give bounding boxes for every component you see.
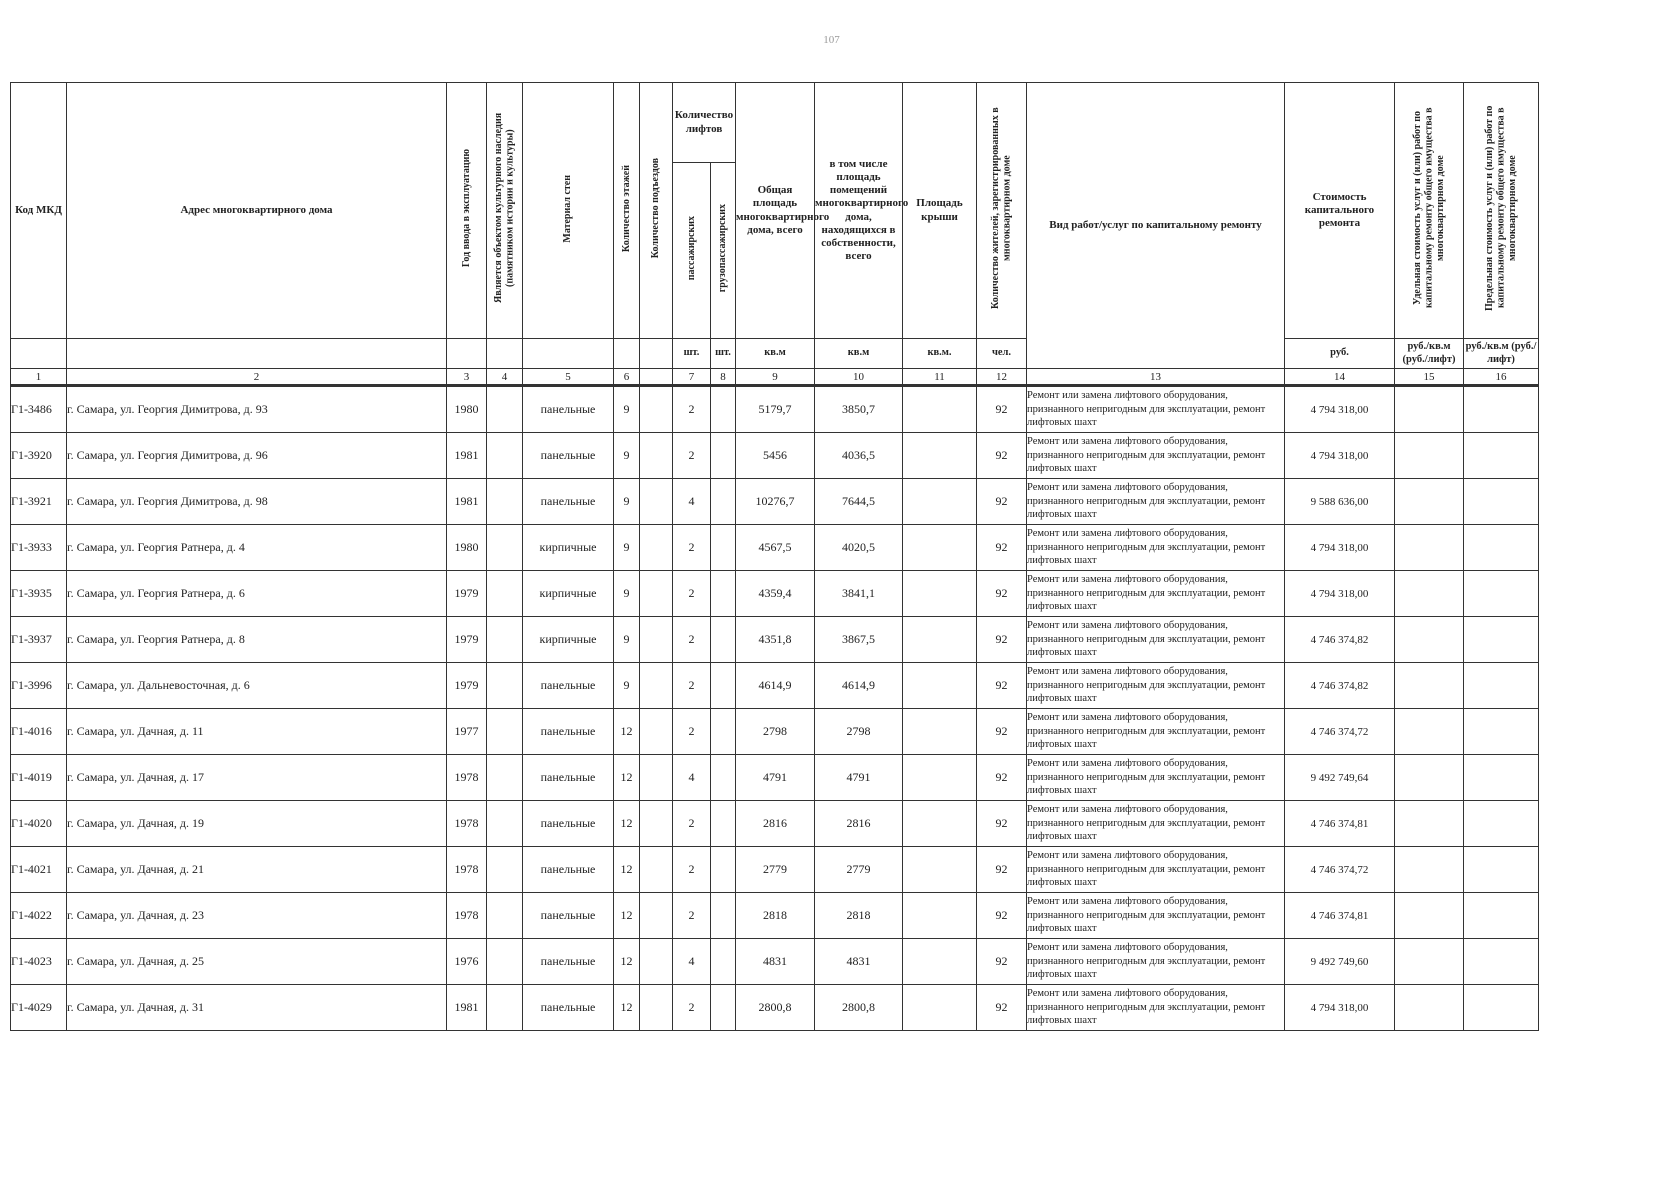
- unit-sqm: кв.м.: [903, 339, 977, 369]
- cell-work-type: Ремонт или замена лифтового оборудования, признанного непригодным для эксплуатации, ремонт лифтовых шахт: [1027, 939, 1285, 985]
- cell-floors: 9: [614, 617, 640, 663]
- column-number: 16: [1464, 369, 1539, 386]
- cell-limit-cost: [1464, 617, 1539, 663]
- unit-rub: руб.: [1285, 339, 1395, 369]
- cell-unit-cost: [1395, 433, 1464, 479]
- cell-roof-area: [903, 617, 977, 663]
- cell-floors: 9: [614, 386, 640, 433]
- cell-unit-cost: [1395, 755, 1464, 801]
- header-wall: Материал стен: [562, 174, 574, 243]
- cell-code: Г1-3996: [11, 663, 67, 709]
- cell-floors: 12: [614, 755, 640, 801]
- cell-roof-area: [903, 386, 977, 433]
- cell-total-area: 2818: [736, 893, 815, 939]
- cell-lifts-cargo: [711, 525, 736, 571]
- cell-lifts-passenger: 4: [673, 479, 711, 525]
- cell-year: 1977: [447, 709, 487, 755]
- cell-wall: панельные: [523, 893, 614, 939]
- cell-owned-area: 3867,5: [815, 617, 903, 663]
- cell-lifts-passenger: 2: [673, 893, 711, 939]
- header-residents: Количество жителей, зарегистрированных в многоквартирном доме: [990, 107, 1013, 310]
- cell-unit-cost: [1395, 663, 1464, 709]
- cell-work-type: Ремонт или замена лифтового оборудования, признанного непригодным для эксплуатации, ремонт лифтовых шахт: [1027, 663, 1285, 709]
- unit-rub-sqm: руб./кв.м (руб./лифт): [1464, 339, 1539, 369]
- cell-limit-cost: [1464, 525, 1539, 571]
- cell-work-type: Ремонт или замена лифтового оборудования, признанного непригодным для эксплуатации, ремонт лифтовых шахт: [1027, 525, 1285, 571]
- table-row: [11, 571, 1539, 617]
- cell-limit-cost: [1464, 479, 1539, 525]
- cell-year: 1978: [447, 893, 487, 939]
- column-number: 11: [903, 369, 977, 386]
- cell-total-area: 4831: [736, 939, 815, 985]
- cell-total-area: 5179,7: [736, 386, 815, 433]
- cell-roof-area: [903, 709, 977, 755]
- header-code: Код МКД: [11, 83, 67, 339]
- cell-year: 1976: [447, 939, 487, 985]
- cell-entrances: [640, 525, 673, 571]
- cell-lifts-cargo: [711, 571, 736, 617]
- cell-entrances: [640, 386, 673, 433]
- cell-lifts-passenger: 2: [673, 709, 711, 755]
- cell-heritage: [487, 801, 523, 847]
- cell-code: Г1-4016: [11, 709, 67, 755]
- cell-limit-cost: [1464, 663, 1539, 709]
- cell-year: 1979: [447, 663, 487, 709]
- cell-owned-area: 3850,7: [815, 386, 903, 433]
- cell-total-area: 4614,9: [736, 663, 815, 709]
- table-row: [11, 479, 1539, 525]
- table-row: [11, 433, 1539, 479]
- cell-address: г. Самара, ул. Георгия Димитрова, д. 96: [67, 433, 447, 479]
- cell-work-type: Ремонт или замена лифтового оборудования, признанного непригодным для эксплуатации, ремонт лифтовых шахт: [1027, 847, 1285, 893]
- cell-wall: панельные: [523, 847, 614, 893]
- cell-roof-area: [903, 939, 977, 985]
- cell-code: Г1-4023: [11, 939, 67, 985]
- cell-lifts-passenger: 2: [673, 985, 711, 1031]
- cell-lifts-passenger: 2: [673, 801, 711, 847]
- cell-owned-area: 2818: [815, 893, 903, 939]
- table-row: [11, 801, 1539, 847]
- cell-wall: панельные: [523, 479, 614, 525]
- column-number: 14: [1285, 369, 1395, 386]
- table-row: [11, 755, 1539, 801]
- cell-total-area: 2800,8: [736, 985, 815, 1031]
- cell-lifts-passenger: 2: [673, 663, 711, 709]
- cell-work-type: Ремонт или замена лифтового оборудования, признанного непригодным для эксплуатации, ремонт лифтовых шахт: [1027, 571, 1285, 617]
- cell-lifts-cargo: [711, 386, 736, 433]
- cell-code: Г1-4021: [11, 847, 67, 893]
- cell-cost: 4 794 318,00: [1285, 571, 1395, 617]
- unit-pcs: шт.: [673, 339, 711, 369]
- cell-limit-cost: [1464, 571, 1539, 617]
- cell-wall: кирпичные: [523, 571, 614, 617]
- unit-sqm: кв.м: [815, 339, 903, 369]
- header-owned-area: в том числе площадь помещений многоквартирного дома, находящихся в собственности, всего: [815, 83, 903, 339]
- cell-residents: 92: [977, 893, 1027, 939]
- cell-work-type: Ремонт или замена лифтового оборудования, признанного непригодным для эксплуатации, ремонт лифтовых шахт: [1027, 801, 1285, 847]
- unit-people: чел.: [977, 339, 1027, 369]
- cell-owned-area: 2798: [815, 709, 903, 755]
- cell-lifts-passenger: 4: [673, 755, 711, 801]
- cell-unit-cost: [1395, 525, 1464, 571]
- cell-lifts-passenger: 2: [673, 617, 711, 663]
- cell-owned-area: 4036,5: [815, 433, 903, 479]
- cell-owned-area: 4020,5: [815, 525, 903, 571]
- cell-limit-cost: [1464, 433, 1539, 479]
- cell-floors: 9: [614, 525, 640, 571]
- cell-address: г. Самара, ул. Дачная, д. 21: [67, 847, 447, 893]
- column-number: [640, 369, 673, 386]
- cell-total-area: 4351,8: [736, 617, 815, 663]
- cell-work-type: Ремонт или замена лифтового оборудования, признанного непригодным для эксплуатации, ремонт лифтовых шахт: [1027, 386, 1285, 433]
- cell-heritage: [487, 939, 523, 985]
- cell-residents: 92: [977, 617, 1027, 663]
- cell-floors: 9: [614, 663, 640, 709]
- page-number: 107: [823, 34, 840, 46]
- header-entrances: Количество подъездов: [650, 158, 662, 259]
- cell-work-type: Ремонт или замена лифтового оборудования, признанного непригодным для эксплуатации, ремонт лифтовых шахт: [1027, 893, 1285, 939]
- cell-address: г. Самара, ул. Георгия Ратнера, д. 6: [67, 571, 447, 617]
- cell-lifts-cargo: [711, 617, 736, 663]
- cell-heritage: [487, 479, 523, 525]
- cell-limit-cost: [1464, 709, 1539, 755]
- cell-unit-cost: [1395, 847, 1464, 893]
- header-lifts-cargo: грузопассажирских: [717, 204, 729, 293]
- cell-entrances: [640, 479, 673, 525]
- cell-year: 1981: [447, 433, 487, 479]
- cell-roof-area: [903, 525, 977, 571]
- cell-entrances: [640, 939, 673, 985]
- table-row: [11, 709, 1539, 755]
- column-number: 6: [614, 369, 640, 386]
- column-number: 15: [1395, 369, 1464, 386]
- cell-total-area: 5456: [736, 433, 815, 479]
- column-number: 10: [815, 369, 903, 386]
- repair-table: [10, 82, 1539, 1031]
- column-number: 3: [447, 369, 487, 386]
- column-number: 7: [673, 369, 711, 386]
- header-total-area: Общая площадь многоквартирного дома, всего: [736, 83, 815, 339]
- cell-entrances: [640, 663, 673, 709]
- cell-floors: 9: [614, 571, 640, 617]
- column-number: 1: [11, 369, 67, 386]
- cell-limit-cost: [1464, 893, 1539, 939]
- cell-roof-area: [903, 479, 977, 525]
- cell-limit-cost: [1464, 801, 1539, 847]
- cell-lifts-cargo: [711, 801, 736, 847]
- cell-year: 1978: [447, 755, 487, 801]
- cell-year: 1979: [447, 571, 487, 617]
- cell-owned-area: 7644,5: [815, 479, 903, 525]
- cell-roof-area: [903, 985, 977, 1031]
- cell-owned-area: 2816: [815, 801, 903, 847]
- cell-unit-cost: [1395, 985, 1464, 1031]
- cell-cost: 4 746 374,81: [1285, 893, 1395, 939]
- cell-cost: 9 588 636,00: [1285, 479, 1395, 525]
- cell-owned-area: 4614,9: [815, 663, 903, 709]
- cell-entrances: [640, 571, 673, 617]
- cell-code: Г1-3935: [11, 571, 67, 617]
- cell-work-type: Ремонт или замена лифтового оборудования, признанного непригодным для эксплуатации, ремонт лифтовых шахт: [1027, 617, 1285, 663]
- cell-roof-area: [903, 663, 977, 709]
- column-number: 4: [487, 369, 523, 386]
- cell-cost: 9 492 749,64: [1285, 755, 1395, 801]
- cell-residents: 92: [977, 433, 1027, 479]
- cell-work-type: Ремонт или замена лифтового оборудования, признанного непригодным для эксплуатации, ремонт лифтовых шахт: [1027, 755, 1285, 801]
- column-number: 12: [977, 369, 1027, 386]
- cell-lifts-cargo: [711, 985, 736, 1031]
- cell-code: Г1-4020: [11, 801, 67, 847]
- table-row: [11, 847, 1539, 893]
- cell-year: 1981: [447, 479, 487, 525]
- cell-lifts-passenger: 2: [673, 571, 711, 617]
- cell-heritage: [487, 985, 523, 1031]
- column-number: 2: [67, 369, 447, 386]
- header-year: Год ввода в эксплуатацию: [460, 149, 472, 268]
- cell-residents: 92: [977, 709, 1027, 755]
- cell-address: г. Самара, ул. Дачная, д. 23: [67, 893, 447, 939]
- cell-residents: 92: [977, 801, 1027, 847]
- cell-heritage: [487, 893, 523, 939]
- cell-heritage: [487, 433, 523, 479]
- cell-lifts-cargo: [711, 893, 736, 939]
- cell-lifts-cargo: [711, 709, 736, 755]
- cell-floors: 9: [614, 479, 640, 525]
- cell-total-area: 2816: [736, 801, 815, 847]
- cell-owned-area: 4831: [815, 939, 903, 985]
- cell-unit-cost: [1395, 893, 1464, 939]
- cell-heritage: [487, 663, 523, 709]
- cell-year: 1980: [447, 386, 487, 433]
- cell-wall: панельные: [523, 433, 614, 479]
- header-heritage: Является объектом культурного наследия (памятником истории и культуры): [493, 113, 516, 304]
- header-cost: Стоимость капитального ремонта: [1285, 83, 1395, 339]
- cell-residents: 92: [977, 386, 1027, 433]
- cell-entrances: [640, 985, 673, 1031]
- cell-floors: 12: [614, 893, 640, 939]
- cell-cost: 4 746 374,72: [1285, 847, 1395, 893]
- cell-total-area: 2779: [736, 847, 815, 893]
- cell-address: г. Самара, ул. Дальневосточная, д. 6: [67, 663, 447, 709]
- cell-residents: 92: [977, 525, 1027, 571]
- cell-floors: 12: [614, 847, 640, 893]
- table-row: [11, 893, 1539, 939]
- cell-code: Г1-3937: [11, 617, 67, 663]
- cell-code: Г1-3921: [11, 479, 67, 525]
- cell-code: Г1-4022: [11, 893, 67, 939]
- cell-cost: 4 746 374,81: [1285, 801, 1395, 847]
- cell-residents: 92: [977, 847, 1027, 893]
- cell-heritage: [487, 617, 523, 663]
- cell-total-area: 10276,7: [736, 479, 815, 525]
- cell-wall: панельные: [523, 663, 614, 709]
- cell-unit-cost: [1395, 801, 1464, 847]
- cell-wall: кирпичные: [523, 525, 614, 571]
- cell-cost: 4 746 374,82: [1285, 663, 1395, 709]
- cell-owned-area: 4791: [815, 755, 903, 801]
- cell-cost: 4 746 374,82: [1285, 617, 1395, 663]
- cell-unit-cost: [1395, 709, 1464, 755]
- cell-wall: панельные: [523, 755, 614, 801]
- cell-code: Г1-3933: [11, 525, 67, 571]
- cell-work-type: Ремонт или замена лифтового оборудования, признанного непригодным для эксплуатации, ремонт лифтовых шахт: [1027, 709, 1285, 755]
- unit-sqm: кв.м: [736, 339, 815, 369]
- cell-wall: панельные: [523, 939, 614, 985]
- cell-residents: 92: [977, 755, 1027, 801]
- cell-lifts-passenger: 4: [673, 939, 711, 985]
- cell-wall: панельные: [523, 801, 614, 847]
- cell-wall: панельные: [523, 709, 614, 755]
- cell-roof-area: [903, 847, 977, 893]
- header-floors: Количество этажей: [620, 164, 632, 252]
- cell-roof-area: [903, 893, 977, 939]
- cell-lifts-cargo: [711, 847, 736, 893]
- cell-limit-cost: [1464, 939, 1539, 985]
- header-unit-cost: Удельная стоимость услуг и (или) работ по капитальному ремонту общего имущества в многоквартирном доме: [1411, 108, 1446, 309]
- cell-roof-area: [903, 433, 977, 479]
- cell-roof-area: [903, 571, 977, 617]
- cell-owned-area: 3841,1: [815, 571, 903, 617]
- cell-code: Г1-4029: [11, 985, 67, 1031]
- cell-address: г. Самара, ул. Георгия Ратнера, д. 4: [67, 525, 447, 571]
- cell-unit-cost: [1395, 617, 1464, 663]
- cell-unit-cost: [1395, 479, 1464, 525]
- cell-wall: кирпичные: [523, 617, 614, 663]
- cell-limit-cost: [1464, 847, 1539, 893]
- cell-roof-area: [903, 801, 977, 847]
- cell-lifts-passenger: 2: [673, 433, 711, 479]
- cell-wall: панельные: [523, 985, 614, 1031]
- cell-address: г. Самара, ул. Георгия Димитрова, д. 93: [67, 386, 447, 433]
- cell-code: Г1-3486: [11, 386, 67, 433]
- cell-heritage: [487, 847, 523, 893]
- cell-entrances: [640, 433, 673, 479]
- cell-lifts-cargo: [711, 755, 736, 801]
- cell-entrances: [640, 755, 673, 801]
- cell-entrances: [640, 709, 673, 755]
- table-row: [11, 525, 1539, 571]
- cell-residents: 92: [977, 939, 1027, 985]
- cell-heritage: [487, 386, 523, 433]
- cell-work-type: Ремонт или замена лифтового оборудования, признанного непригодным для эксплуатации, ремонт лифтовых шахт: [1027, 479, 1285, 525]
- cell-unit-cost: [1395, 386, 1464, 433]
- table-row: [11, 617, 1539, 663]
- cell-total-area: 4791: [736, 755, 815, 801]
- cell-owned-area: 2800,8: [815, 985, 903, 1031]
- cell-residents: 92: [977, 985, 1027, 1031]
- header-work-type: Вид работ/услуг по капитальному ремонту: [1027, 83, 1285, 369]
- cell-lifts-cargo: [711, 433, 736, 479]
- table-row: [11, 985, 1539, 1031]
- cell-entrances: [640, 893, 673, 939]
- cell-year: 1981: [447, 985, 487, 1031]
- cell-address: г. Самара, ул. Дачная, д. 25: [67, 939, 447, 985]
- cell-address: г. Самара, ул. Дачная, д. 17: [67, 755, 447, 801]
- cell-lifts-passenger: 2: [673, 525, 711, 571]
- cell-heritage: [487, 525, 523, 571]
- cell-unit-cost: [1395, 571, 1464, 617]
- cell-year: 1978: [447, 847, 487, 893]
- cell-code: Г1-4019: [11, 755, 67, 801]
- cell-work-type: Ремонт или замена лифтового оборудования, признанного непригодным для эксплуатации, ремонт лифтовых шахт: [1027, 433, 1285, 479]
- column-number: 13: [1027, 369, 1285, 386]
- cell-work-type: Ремонт или замена лифтового оборудования, признанного непригодным для эксплуатации, ремонт лифтовых шахт: [1027, 985, 1285, 1031]
- cell-lifts-cargo: [711, 663, 736, 709]
- cell-floors: 12: [614, 939, 640, 985]
- cell-total-area: 4567,5: [736, 525, 815, 571]
- cell-year: 1980: [447, 525, 487, 571]
- cell-lifts-cargo: [711, 479, 736, 525]
- cell-limit-cost: [1464, 386, 1539, 433]
- cell-floors: 12: [614, 709, 640, 755]
- cell-address: г. Самара, ул. Дачная, д. 11: [67, 709, 447, 755]
- header-lifts-passenger: пассажирских: [685, 216, 697, 281]
- cell-residents: 92: [977, 663, 1027, 709]
- cell-cost: 4 794 318,00: [1285, 525, 1395, 571]
- cell-heritage: [487, 755, 523, 801]
- cell-wall: панельные: [523, 386, 614, 433]
- cell-floors: 12: [614, 801, 640, 847]
- cell-residents: 92: [977, 479, 1027, 525]
- header-lifts: Количество лифтов: [673, 83, 736, 163]
- cell-lifts-cargo: [711, 939, 736, 985]
- cell-entrances: [640, 801, 673, 847]
- cell-address: г. Самара, ул. Дачная, д. 19: [67, 801, 447, 847]
- cell-floors: 12: [614, 985, 640, 1031]
- cell-year: 1978: [447, 801, 487, 847]
- unit-pcs: шт.: [711, 339, 736, 369]
- header-address: Адрес многоквартирного дома: [67, 83, 447, 339]
- header-roof-area: Площадь крыши: [903, 83, 977, 339]
- table-row: [11, 663, 1539, 709]
- cell-residents: 92: [977, 571, 1027, 617]
- cell-entrances: [640, 617, 673, 663]
- unit-rub-sqm: руб./кв.м (руб./лифт): [1395, 339, 1464, 369]
- cell-year: 1979: [447, 617, 487, 663]
- cell-address: г. Самара, ул. Дачная, д. 31: [67, 985, 447, 1031]
- cell-cost: 4 794 318,00: [1285, 386, 1395, 433]
- table-row: [11, 939, 1539, 985]
- column-number: 5: [523, 369, 614, 386]
- cell-lifts-passenger: 2: [673, 386, 711, 433]
- cell-floors: 9: [614, 433, 640, 479]
- cell-total-area: 4359,4: [736, 571, 815, 617]
- cell-owned-area: 2779: [815, 847, 903, 893]
- cell-lifts-passenger: 2: [673, 847, 711, 893]
- cell-heritage: [487, 709, 523, 755]
- cell-entrances: [640, 847, 673, 893]
- cell-unit-cost: [1395, 939, 1464, 985]
- column-number: 9: [736, 369, 815, 386]
- cell-limit-cost: [1464, 985, 1539, 1031]
- cell-code: Г1-3920: [11, 433, 67, 479]
- cell-cost: 4 794 318,00: [1285, 433, 1395, 479]
- table-row: [11, 386, 1539, 433]
- cell-address: г. Самара, ул. Георгия Димитрова, д. 98: [67, 479, 447, 525]
- cell-limit-cost: [1464, 755, 1539, 801]
- cell-roof-area: [903, 755, 977, 801]
- cell-cost: 9 492 749,60: [1285, 939, 1395, 985]
- column-number: 8: [711, 369, 736, 386]
- cell-total-area: 2798: [736, 709, 815, 755]
- cell-heritage: [487, 571, 523, 617]
- cell-cost: 4 794 318,00: [1285, 985, 1395, 1031]
- cell-address: г. Самара, ул. Георгия Ратнера, д. 8: [67, 617, 447, 663]
- header-limit-cost: Предельная стоимость услуг и (или) работ по капитальному ремонту общего имущества в многоквартирном доме: [1483, 105, 1518, 312]
- cell-cost: 4 746 374,72: [1285, 709, 1395, 755]
